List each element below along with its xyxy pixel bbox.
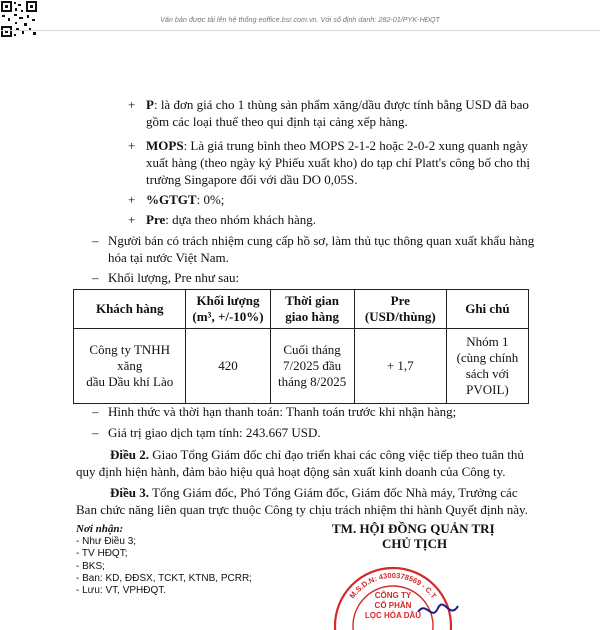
col-delivery: Thời gian giao hàng xyxy=(270,290,354,329)
bullet: + xyxy=(128,192,136,207)
table-row xyxy=(74,329,529,404)
recipient-item: - Lưu: VT, VPHĐQT. xyxy=(76,585,167,596)
seal-line-3: LỌC HÓA DẦU xyxy=(364,611,422,620)
signature-role: CHỦ TỊCH xyxy=(382,536,448,551)
article-2-label: Điều 2. xyxy=(110,447,149,462)
article-3-label: Điều 3. xyxy=(110,485,149,500)
item-vat xyxy=(146,191,224,208)
item-mops-line1 xyxy=(146,137,528,154)
recipient-item: - Như Điều 3; xyxy=(76,536,137,547)
col-pre: Pre (USD/thùng) xyxy=(354,290,446,329)
recipients-title: Nơi nhận: xyxy=(76,523,124,535)
item-mops-line2: xuất hàng (theo ngày ký Phiếu xuất kho) do tạp chí Platt's công bố cho thị xyxy=(146,155,530,170)
seller-responsibility-line2: hóa tại nước Việt Nam. xyxy=(108,250,229,265)
signature-stroke xyxy=(418,605,458,613)
article-2-line2: quy định hiện hành, đảm bảo hiệu quả hoạt động sản xuất kinh doanh của Công ty. xyxy=(76,464,506,479)
cell-customer: Công ty TNHH xăng dầu Dầu khí Lào xyxy=(74,329,186,404)
cell-note: Nhóm 1 (cùng chính sách với PVOIL) xyxy=(446,329,528,404)
cell-volume: 420 xyxy=(186,329,270,404)
term-vat: %GTGT xyxy=(146,192,197,207)
seal-line-2: CỔ PHẦN xyxy=(374,601,412,610)
bullet: + xyxy=(128,97,136,112)
item-text: : dựa theo nhóm khách hàng. xyxy=(165,212,316,227)
bullet: + xyxy=(128,138,136,153)
item-mops-line3: trường Singapore đối với dầu DO 0,05S. xyxy=(146,172,358,187)
cell-delivery: Cuối tháng 7/2025 đầu tháng 8/2025 xyxy=(270,329,354,404)
term-pre: Pre xyxy=(146,212,166,227)
payment-terms: Hình thức và thời hạn thanh toán: Thanh toán trước khi nhận hàng; xyxy=(108,404,457,419)
volume-intro: Khối lượng, Pre như sau: xyxy=(108,270,240,285)
item-text: : 0%; xyxy=(196,192,225,207)
transaction-value: Giá trị giao dịch tạm tính: 243.667 USD. xyxy=(108,425,321,440)
article-3-line2: Ban chức năng liên quan trực thuộc Công ty chịu trách nhiệm thi hành Quyết định này. xyxy=(76,502,528,517)
svg-text:M.S.D.N: 4300378569 - C.T: M.S.D.N: 4300378569 - C.T xyxy=(347,570,439,601)
dash-bullet: – xyxy=(92,233,99,248)
col-volume: Khối lượng (m³, +/-10%) xyxy=(186,290,270,329)
header-note: Văn bản được tải lên hệ thống eoffice.bsr.com.vn. Với số định danh: 282-01/PYK-HĐQT xyxy=(160,15,440,24)
item-pre xyxy=(146,211,316,228)
volume-table xyxy=(73,289,529,404)
item-text: : Là giá trung bình theo MOPS 2-1-2 hoặc 2-0-2 xung quanh ngày xyxy=(183,138,529,153)
recipient-item: - BKS; xyxy=(76,561,105,572)
recipient-item: - Ban: KD, ĐĐSX, TCKT, KTNB, PCRR; xyxy=(76,573,252,584)
item-text: : là đơn giá cho 1 thùng sản phẩm xăng/dầu được tính bằng USD đã bao xyxy=(153,97,529,112)
term-mops: MOPS xyxy=(146,138,184,153)
header-divider xyxy=(0,30,600,31)
seal-line-1: CÔNG TY xyxy=(374,591,412,600)
dash-bullet: – xyxy=(92,270,99,285)
col-note: Ghi chú xyxy=(446,290,528,329)
col-customer: Khách hàng xyxy=(74,290,186,329)
seller-responsibility-line1: Người bán có trách nhiệm cung cấp hồ sơ, làm thủ tục thông quan xuất khẩu hàng xyxy=(108,233,535,248)
item-p-line2: gồm các loại thuế theo qui định tại cảng xếp hàng. xyxy=(146,114,408,129)
bullet: + xyxy=(128,212,136,227)
article-2-line1: Điều 2. Giao Tổng Giám đốc chỉ đạo triển khai các công việc tiếp theo tuân thủ xyxy=(110,447,524,462)
item-p-line1 xyxy=(146,96,529,113)
dash-bullet: – xyxy=(92,404,99,419)
company-seal-icon xyxy=(318,550,468,630)
signature-org: TM. HỘI ĐỒNG QUẢN TRỊ xyxy=(332,521,495,536)
term-p: P xyxy=(146,97,154,112)
dash-bullet: – xyxy=(92,425,99,440)
table-header-row xyxy=(74,290,529,329)
article-3-line1: Điều 3. Tổng Giám đốc, Phó Tổng Giám đốc, Giám đốc Nhà máy, Trưởng các xyxy=(110,485,518,500)
cell-pre: + 1,7 xyxy=(354,329,446,404)
recipient-item: - TV HĐQT; xyxy=(76,548,128,559)
